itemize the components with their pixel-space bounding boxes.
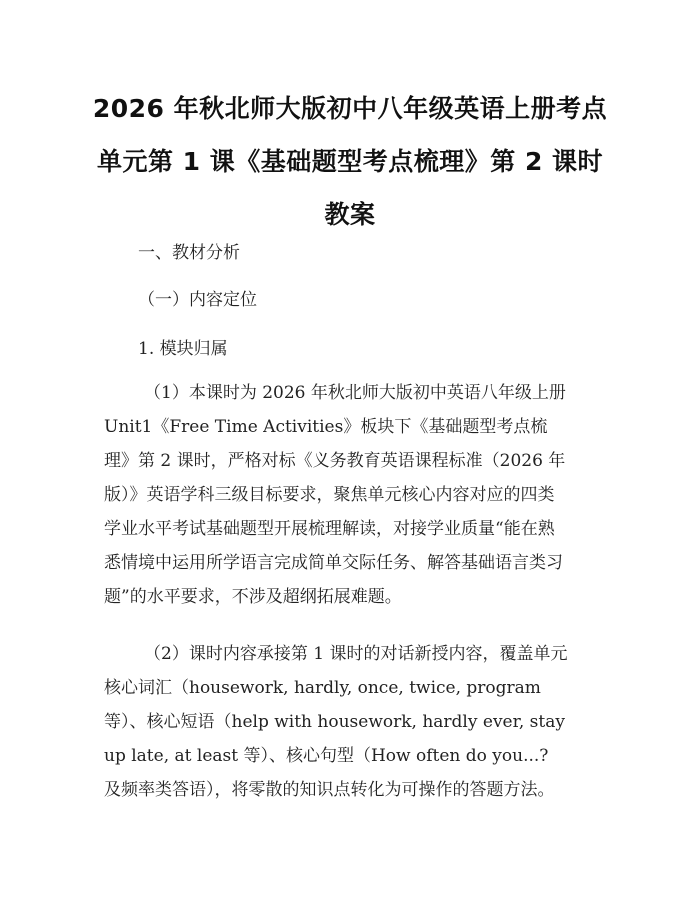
paragraph-line: （1）本课时为 2026 年秋北师大版初中英语八年级上册 [144,383,566,403]
document-title [70,82,630,241]
section-heading-textbook-analysis [104,236,600,270]
paragraph-line: 版）》英语学科三级目标要求，聚焦单元核心内容对应的四类 [104,485,555,505]
heading-text: 1. 模块归属 [138,339,228,359]
paragraph-line: 悉情境中运用所学语言完成简单交际任务、解答基础语言类习 [104,553,563,573]
paragraph-line: 核心词汇（housework, hardly, once, twice, program [104,678,541,698]
section-heading-module-affiliation [104,332,600,366]
heading-text: （一）内容定位 [138,290,257,310]
heading-text: 一、教材分析 [138,243,240,263]
paragraph-2 [104,637,600,807]
paragraph-1 [104,376,600,614]
paragraph-line: Unit1《Free Time Activities》板块下《基础题型考点梳 [104,417,548,437]
paragraph-line: up late, at least 等）、核心句型（How often do you...? [104,746,549,766]
paragraph-line: 等）、核心短语（help with housework, hardly ever, stay [104,712,565,732]
section-heading-content-positioning [104,283,600,317]
paragraph-line: （2）课时内容承接第 1 课时的对话新授内容，覆盖单元 [144,644,568,664]
title-line: 单元第 1 课《基础题型考点梳理》第 2 课时 [96,147,604,176]
title-line: 教案 [324,200,376,229]
title-line: 2026 年秋北师大版初中八年级英语上册考点 [92,94,608,123]
paragraph-line: 题”的水平要求，不涉及超纲拓展难题。 [104,587,402,607]
paragraph-line: 学业水平考试基础题型开展梳理解读，对接学业质量“能在熟 [104,519,555,539]
paragraph-line: 及频率类答语），将零散的知识点转化为可操作的答题方法。 [104,780,555,800]
paragraph-line: 理》第 2 课时，严格对标《义务教育英语课程标准（2026 年 [104,451,566,471]
